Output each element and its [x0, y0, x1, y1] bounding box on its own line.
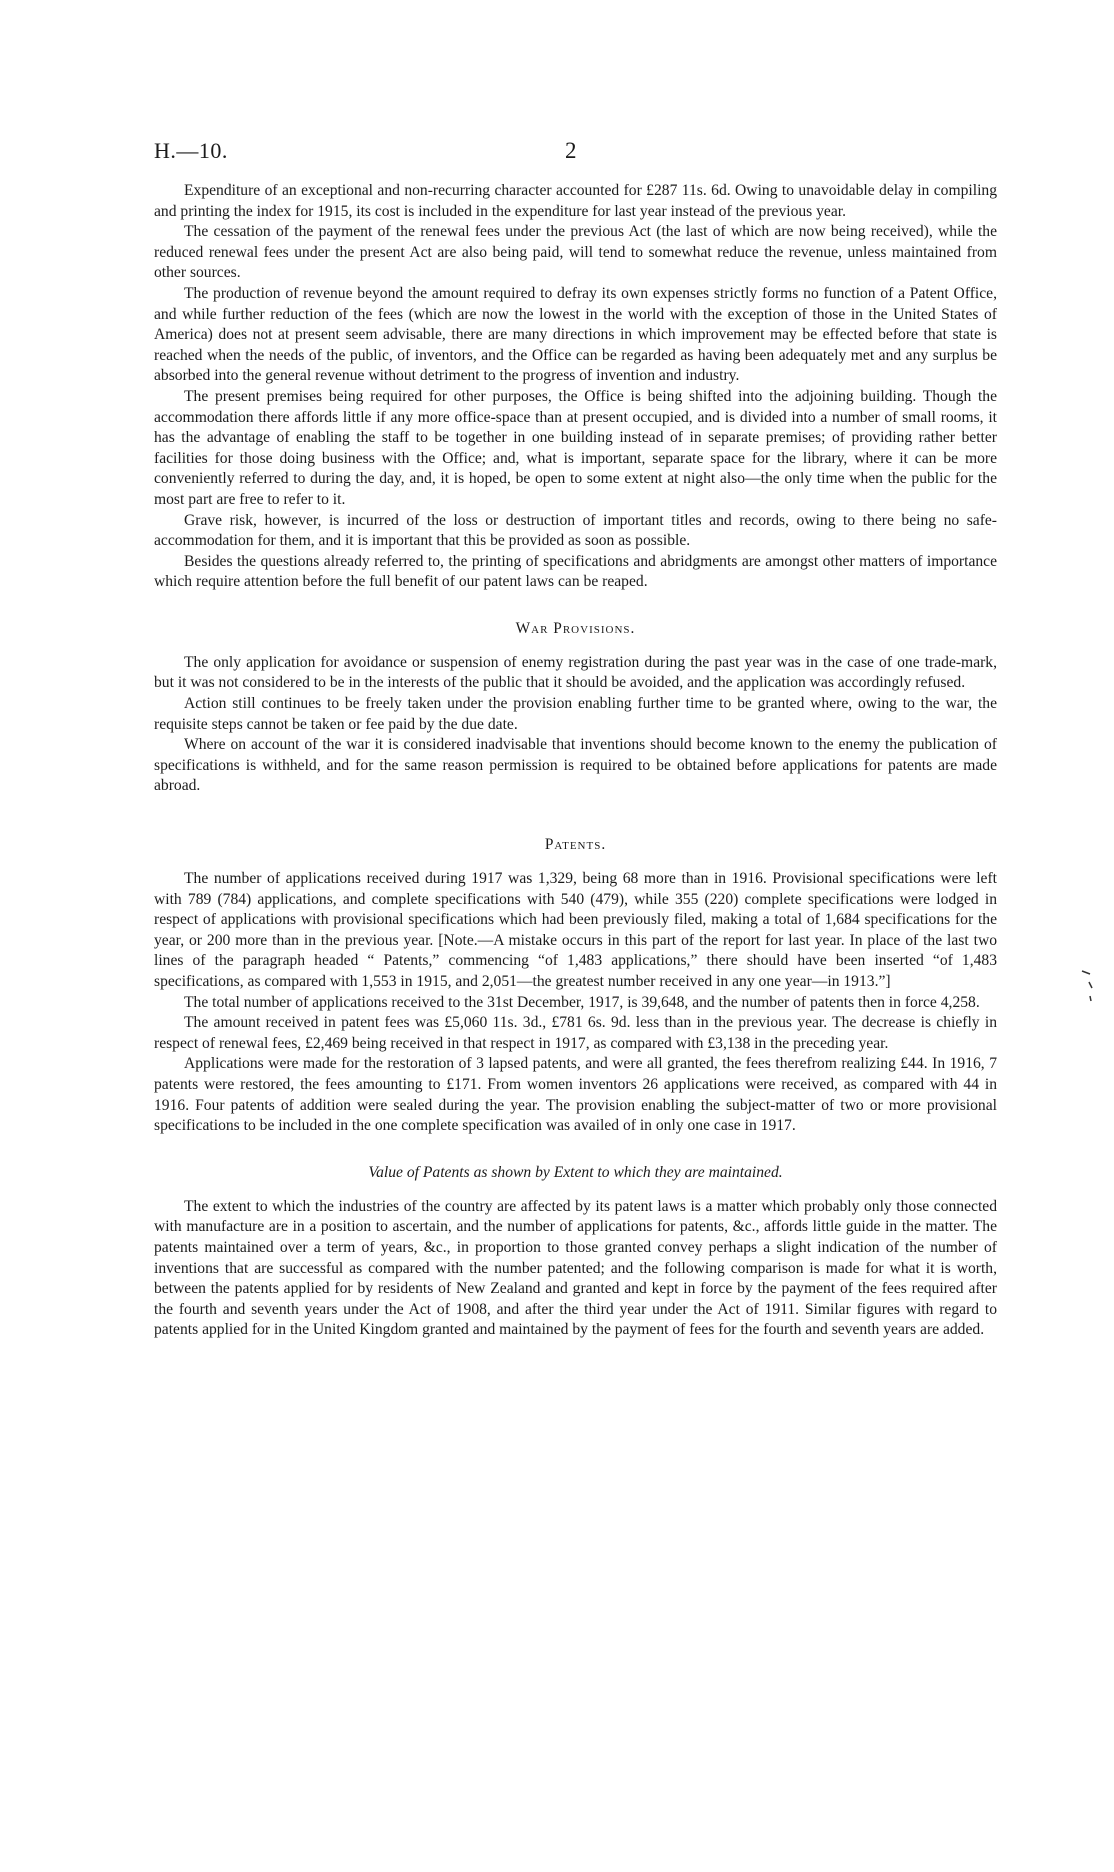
- paragraph-value-of-patents: The extent to which the industries of the country are affected by its patent laws is a matter which probably only those connected with manufacture are in a position to ascertain, and the number of applications for patents, &c., affords little guide in the matter. The patents maintained over a term of years, &c., in proportion to those granted convey perhaps a slight indication of the number of inventions that are successful as compared with the number patented; and the following comparison is made for what it is worth, between the patents applied for by residents of New Zealand and granted and kept in force by the payment of the fees required after the fourth and seventh years under the Act of 1908, and after the third year under the Act of 1911. Similar figures with regard to patents applied for in the United Kingdom granted and maintained by the payment of fees for the fourth and seventh years are added.: [154, 1197, 997, 1339]
- paragraph-patent-restoration: Applications were made for the restoration of 3 lapsed patents, and were all granted, the fees therefrom realizing £44. In 1916, 7 patents were restored, the fees amounting to £171. From women inventors 26 applications were received, as compared with 44 in 1916. Four patents of addition were sealed during the year. The provision enabling the subject-matter of two or more provisional specifications to be included in the one complete specification was availed of in only one case in 1917.: [154, 1055, 997, 1135]
- section-heading-patents: Patents.: [544, 836, 607, 854]
- paragraph-specifications: Besides the questions already referred to, the printing of specifications and abridgments are amongst other matters of importance which require attention before the full benefit of our patent laws can be reaped.: [154, 552, 997, 591]
- page-number: 2: [565, 138, 577, 163]
- paragraph-patent-fees: The amount received in patent fees was £5,060 11s. 3d., £781 6s. 9d. less than in the previous year. The decrease is chiefly in respect of renewal fees, £2,469 being received in that respect in 1917, as compared with £3,138 in the preceding year.: [154, 1014, 997, 1052]
- paragraph-war-further-time: Action still continues to be freely taken under the provision enabling further time to be granted where, owing to the war, the requisite steps cannot be taken or fee paid by the due date.: [154, 695, 997, 733]
- paragraph-patent-totals: The total number of applications received to the 31st December, 1917, is 39,648, and the number of patents then in force 4,258.: [184, 993, 980, 1011]
- paragraph-war-publication: Where on account of the war it is considered inadvisable that inventions should become known to the enemy the publication of specifications is withheld, and for the same reason permission is required to be obtained before applications for patents are made abroad.: [154, 736, 997, 795]
- section-heading-war-provisions: War Provisions.: [515, 619, 636, 637]
- section-heading-value-of-patents: Value of Patents as shown by Extent to which they are maintained.: [368, 1163, 783, 1181]
- paragraph-renewal-fees: The cessation of the payment of the renewal fees under the previous Act (the last of which are now being received), while the reduced renewal fees under the present Act are also being paid, will tend to somewhat reduce the revenue, unless maintained from other sources.: [154, 223, 997, 282]
- paragraph-premises: The present premises being required for other purposes, the Office is being shifted into the adjoining building. Though the accommodation there affords little if any more office-space than at present occupied, and is divided into a number of small rooms, it has the advantage of enabling the staff to be together in one building instead of in separate premises; of providing rather better facilities for those doing business with the Office; and, what is important, separate space for the library, where it can be more conveniently referred to during the day, and, it is hoped, be open to some extent at night also—the only time when the public for the most part are free to refer to it.: [154, 387, 997, 508]
- page-body: [154, 181, 997, 1341]
- paragraph-war-avoidance: The only application for avoidance or suspension of enemy registration during the past year was in the case of one trade-mark, but it was not considered to be in the interests of the public that it should be avoided, and the application was accordingly refused.: [154, 653, 997, 692]
- paragraph-revenue: The production of revenue beyond the amount required to defray its own expenses strictly forms no function of a Patent Office, and while further reduction of the fees (which are now the lowest in the world with the exception of those in the United States of America) does not at present seem advisable, there are many directions in which improvement may be effected before that state is reached when the needs of the public, of inventors, and the Office can be regarded as having been adequately met and any surplus be absorbed into the general revenue without detriment to the progress of invention and industry.: [154, 284, 997, 385]
- document-reference: H.—10.: [154, 138, 228, 163]
- margin-tick-mark: [1080, 968, 1094, 1008]
- paragraph-patent-applications: The number of applications received during 1917 was 1,329, being 68 more than in 1916. Provisional specifications were left with 789 (784) applications, and complete specifications with 540 (479), while 355 (220) complete specifications were lodged in respect of applications with provisional specifications which had been previously filed, making a total of 1,684 specifications for the year, or 200 more than in the previous year. [Note.—A mistake occurs in this part of the report for last year. In place of the last two lines of the paragraph headed “ Patents,” commencing “of 1,483 applications,” there should have been inserted “of 1,483 specifications, as compared with 1,553 in 1915, and 2,051—the greatest number received in any one year—in 1913.”]: [154, 870, 997, 990]
- paragraph-expenditure: Expenditure of an exceptional and non-recurring character accounted for £287 11s. 6d. Owing to unavoidable delay in compiling and printing the index for 1915, its cost is included in the expenditure for last year instead of the previous year.: [154, 182, 997, 220]
- paragraph-grave-risk: Grave risk, however, is incurred of the loss or destruction of important titles and records, owing to there being no safe-accommodation for them, and it is important that this be provided as soon as possible.: [154, 511, 997, 550]
